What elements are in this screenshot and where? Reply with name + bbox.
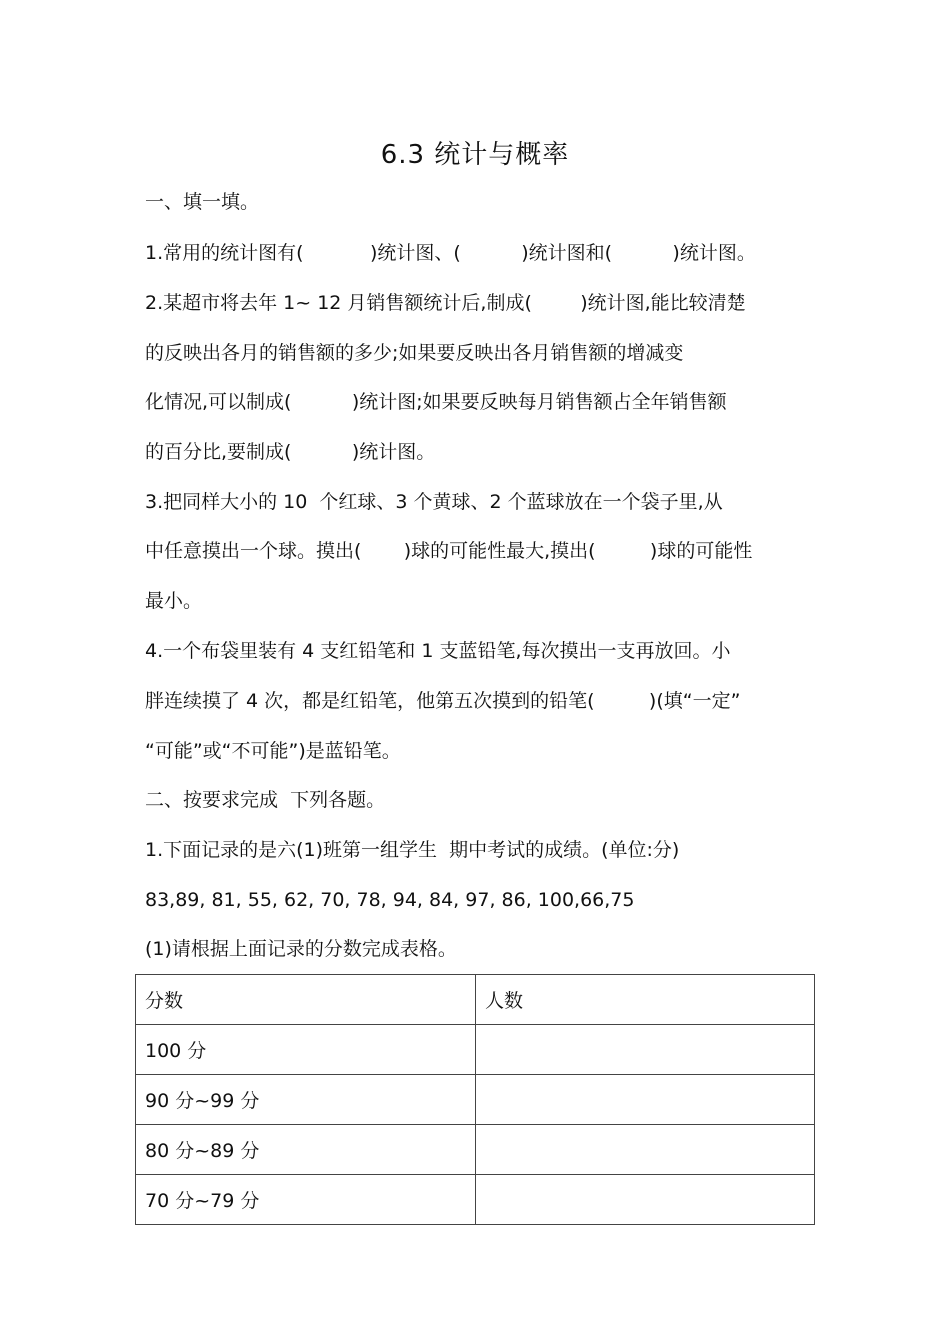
count-cell[interactable] xyxy=(476,1075,815,1125)
count-cell[interactable] xyxy=(476,1025,815,1075)
question-4-line-3: “可能”或“不可能”)是蓝铅笔。 xyxy=(145,740,401,762)
question-2-line-1: 2.某超市将去年 1~ 12 月销售额统计后,制成( )统计图,能比较清楚 xyxy=(145,292,746,314)
question-4-line-2: 胖连续摸了 4 次，都是红铅笔，他第五次摸到的铅笔( )(填“一定” xyxy=(145,690,741,712)
question-2-line-4: 的百分比,要制成( )统计图。 xyxy=(145,441,436,463)
table-row xyxy=(136,1025,815,1075)
section-heading-complete: 二、按要求完成 下列各题。 xyxy=(145,789,386,811)
problem-1-subquestion: (1)请根据上面记录的分数完成表格。 xyxy=(145,938,457,960)
score-range-cell: 90 分~99 分 xyxy=(136,1075,476,1125)
section-heading-fill: 一、填一填。 xyxy=(145,191,260,213)
scores-record: 83,89, 81, 55, 62, 70, 78, 94, 84, 97, 86, 100,66,75 xyxy=(145,889,635,911)
question-3-line-3: 最小。 xyxy=(145,590,203,612)
score-range-cell: 70 分~79 分 xyxy=(136,1175,476,1225)
table-row xyxy=(136,1125,815,1175)
score-table xyxy=(135,974,815,1225)
count-cell[interactable] xyxy=(476,1175,815,1225)
table-header-row xyxy=(136,975,815,1025)
question-4-line-1: 4.一个布袋里装有 4 支红铅笔和 1 支蓝铅笔,每次摸出一支再放回。小 xyxy=(145,640,731,662)
header-count: 人数 xyxy=(476,975,815,1025)
question-3-line-2: 中任意摸出一个球。摸出( )球的可能性最大,摸出( )球的可能性 xyxy=(145,540,753,562)
question-1: 1.常用的统计图有( )统计图、( )统计图和( )统计图。 xyxy=(145,242,756,264)
score-range-cell: 100 分 xyxy=(136,1025,476,1075)
score-range-cell: 80 分~89 分 xyxy=(136,1125,476,1175)
question-3-line-1: 3.把同样大小的 10 个红球、3 个黄球、2 个蓝球放在一个袋子里,从 xyxy=(145,491,723,513)
table-row xyxy=(136,1075,815,1125)
table-row xyxy=(136,1175,815,1225)
question-2-line-3: 化情况,可以制成( )统计图;如果要反映每月销售额占全年销售额 xyxy=(145,391,727,413)
problem-1-intro: 1.下面记录的是六(1)班第一组学生 期中考试的成绩。(单位:分) xyxy=(145,839,680,861)
question-2-line-2: 的反映出各月的销售额的多少;如果要反映出各月销售额的增减变 xyxy=(145,342,684,364)
count-cell[interactable] xyxy=(476,1125,815,1175)
header-score: 分数 xyxy=(136,975,476,1025)
page-title: 6.3 统计与概率 xyxy=(380,140,570,170)
